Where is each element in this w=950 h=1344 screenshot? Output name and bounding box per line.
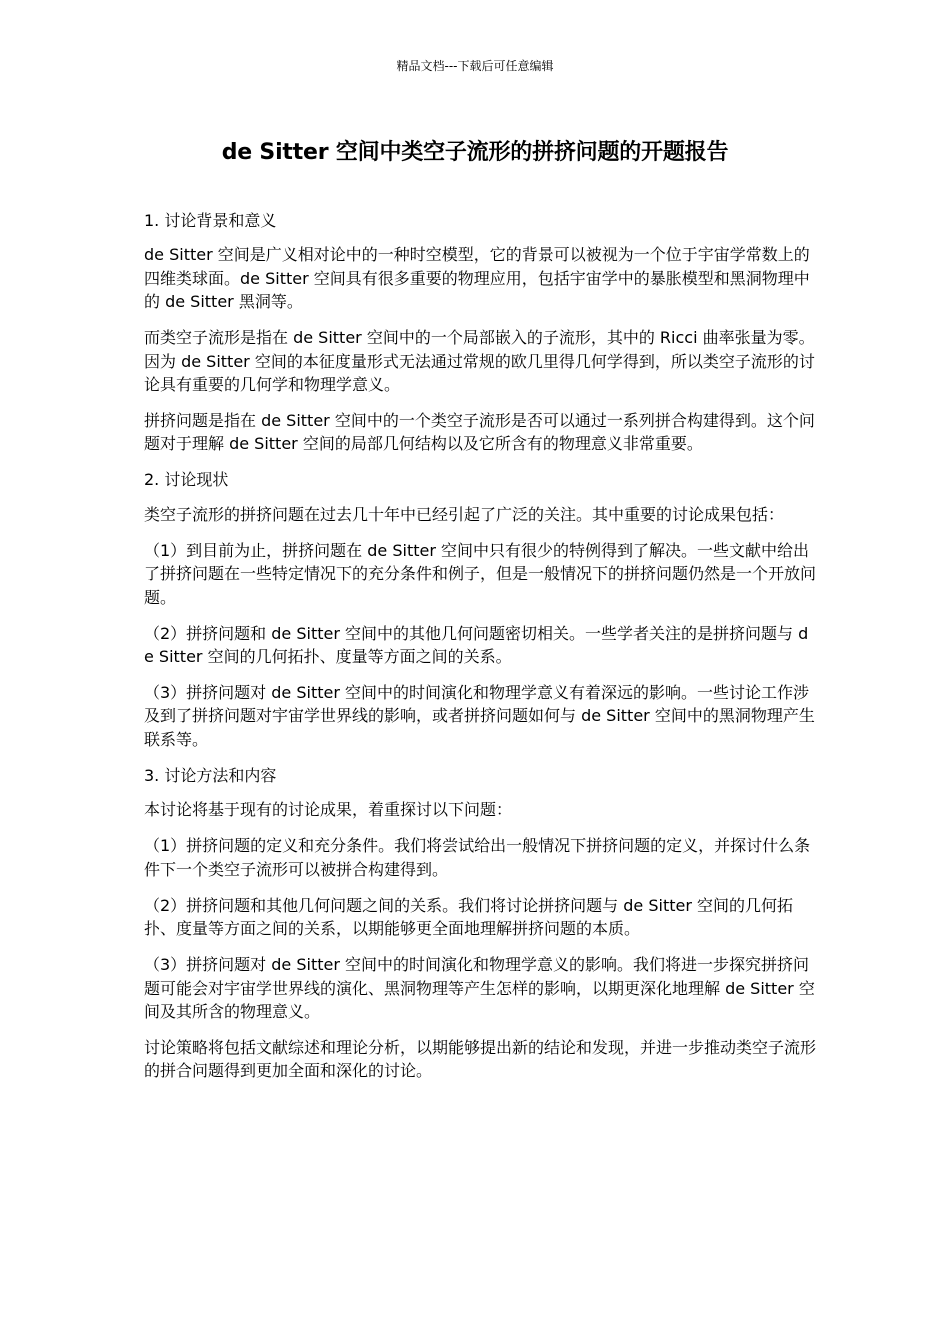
page-header: 精品文档---下载后可任意编辑 — [396, 59, 554, 73]
list-item-status-1: （1）到目前为止，拼挤问题在 de Sitter 空间中只有很少的特例得到了解决。一些文献中给出了拼挤问题在一些特定情况下的充分条件和例子，但是一般情况下的拼挤问题仍然是一个开放问题。 — [144, 540, 817, 607]
list-item-methods-2: （2）拼挤问题和其他几何问题之间的关系。我们将讨论拼挤问题与 de Sitter 空间的几何拓扑、度量等方面之间的关系，以期能够更全面地理解拼挤问题的本质。 — [144, 895, 794, 939]
paragraph-status-intro: 类空子流形的拼挤问题在过去几十年中已经引起了广泛的关注。其中重要的讨论成果包括： — [144, 504, 785, 524]
list-item-status-3: （3）拼挤问题对 de Sitter 空间中的时间演化和物理学意义有着深远的影响。一些讨论工作涉及到了拼挤问题对宇宙学世界线的影响，或者拼挤问题如何与 de Sitter 空间中的黑洞物理产生联系等。 — [144, 683, 815, 749]
paragraph-methods-intro: 本讨论将基于现有的讨论成果，着重探讨以下问题： — [144, 800, 513, 820]
paragraph-closing: 讨论策略将包括文献综述和理论分析，以期能够提出新的结论和发现，并进一步推动类空子流形的拼合问题得到更加全面和深化的讨论。 — [144, 1037, 817, 1081]
list-item-methods-3: （3）拼挤问题对 de Sitter 空间中的时间演化和物理学意义的影响。我们将进一步探究拼挤问题可能会对宇宙学世界线的演化、黑洞物理等产生怎样的影响，以期更深化地理解 de Sitter 空间及其所含的物理意义。 — [144, 955, 815, 1021]
section-heading-background: 1. 讨论背景和意义 — [144, 211, 277, 230]
paragraph-de-sitter-space: de Sitter 空间是广义相对论中的一种时空模型，它的背景可以被视为一个位于宇宙学常数上的四维类球面。de Sitter 空间具有很多重要的物理应用，包括宇宙学中的暴胀模型和黑洞物理中的 de Sitter 黑洞等。 — [144, 245, 810, 312]
list-item-methods-1: （1）拼挤问题的定义和充分条件。我们将尝试给出一般情况下拼挤问题的定义，并探讨什么条件下一个类空子流形可以被拼合构建得到。 — [144, 836, 811, 879]
document-title: de Sitter 空间中类空子流形的拼挤问题的开题报告 — [221, 140, 729, 165]
list-item-status-2: （2）拼挤问题和 de Sitter 空间中的其他几何问题密切相关。一些学者关注的是拼挤问题与 de Sitter 空间的几何拓扑、度量等方面之间的关系。 — [144, 623, 809, 667]
section-heading-methods: 3. 讨论方法和内容 — [144, 765, 277, 785]
paragraph-spacelike-submanifold: 而类空子流形是指在 de Sitter 空间中的一个局部嵌入的子流形，其中的 Ricci 曲率张量为零。因为 de Sitter 空间的本征度量形式无法通过常规的欧几里得几何学得到，所以类空子流形的讨论具有重要的几何学和物理学意义。 — [144, 328, 815, 395]
paragraph-pinching-problem: 拼挤问题是指在 de Sitter 空间中的一个类空子流形是否可以通过一系列拼合构建得到。这个问题对于理解 de Sitter 空间的局部几何结构以及它所含有的物理意义非常重要。 — [144, 411, 815, 454]
document-body — [144, 209, 816, 1095]
section-heading-status: 2. 讨论现状 — [144, 470, 229, 490]
